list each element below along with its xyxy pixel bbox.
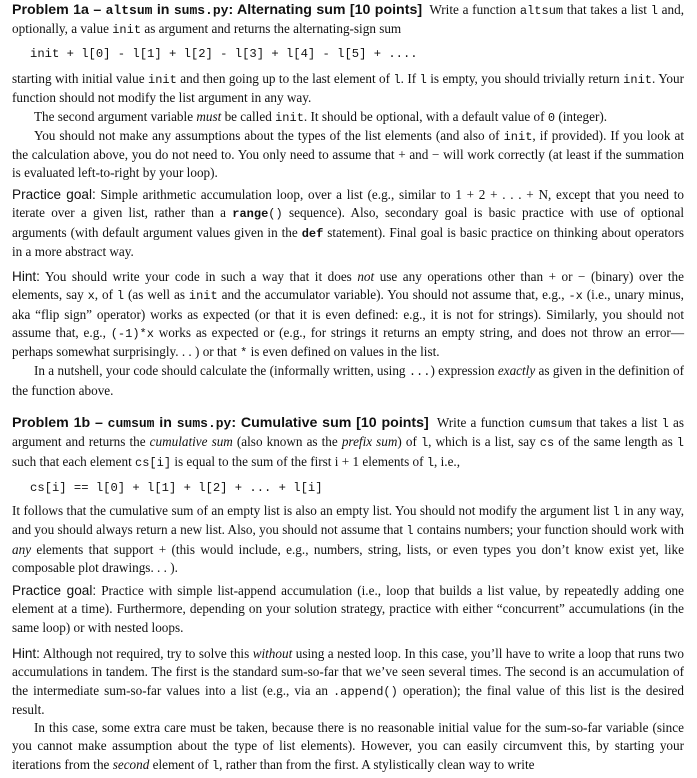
problem-1a-intro: Problem 1a – altsum in sums.py: Alternating sum [10 points] Write a function altsum that takes a list l and, optionally, a value init as argument and returns the alternating-sign sum <box>12 2 685 38</box>
problem-1b-heading: Problem 1b – cumsum in sums.py: Cumulative sum [10 points] <box>12 415 429 431</box>
problem-1b-practice-goal: Practice goal: Practice with simple list-append accumulation (i.e., loop that builds a list value, by repeatedly adding one element at a time). Furthermore, depending on your solution strategy, practice with either “concurrent” accumulations (in the same loop) or with nested loops. <box>12 583 685 635</box>
problem-1a-practice-goal: Practice goal: Simple arithmetic accumulation loop, over a list (e.g., similar to 1 + 2 + . . . + N, except that you need to iterate over a given list, rather than a range() sequence). Also, secondary goal is basic practice with use of optional arguments (with default argument values given in the def statement). Final goal is basic practice on thinking about operators in a more abstract way. <box>12 187 684 259</box>
cumsum-formula: cs[i] == l[0] + l[1] + l[2] + ... + l[i] <box>30 481 323 495</box>
problem-1b-intro: Problem 1b – cumsum in sums.py: Cumulative sum [10 points] Write a function cumsum that takes a list l as argument and returns the cumulative sum (also known as the prefix sum) of l, which is a list, say cs of the same length as l such that each element cs[i] is equal to the sum of the first i + 1 elements of l, i.e., <box>12 415 684 470</box>
problem-1a-hint: Hint: You should write your code in such a way that it does not use any operations other than + or − (binary) over the elements, say x, of l (as well as init and the accumulator variable). You should not assume that, e.g., -x (i.e., unary minus, aka “flip sign” operator) works as expected (or that it is even defined: e.g., it is not for strings). Similarly, you should not assume that, e.g., (-1)*x works as expected or (e.g., for strings it returns an empty string, and does not throw an error—perhaps somewhat surprisingly. . . ) or that * is even defined on values in the list. In a nutshell, your code should calculate the (informally written, using ...) expression exactly as given in the definition of the function above. <box>12 269 685 398</box>
problem-1b-body: It follows that the cumulative sum of an empty list is also an empty list. You should not modify the argument list l in any way, and you should always return a new list. Also, you should not assume that l contains numbers; your function should work with any elements that support + (this would include, e.g., numbers, string, lists, or even types you don’t know exist yet, like composable plot drawings. . . ). <box>12 503 684 575</box>
problem-1a-body: starting with initial value init and then going up to the last element of l. If l is empty, you should trivially return init. Your function should not modify the list argument in any way. The second argument variable must be called init. It should be optional, with a default value of 0 (integer). You should not make any assumptions about the types of the list elements (and also of init, if provided). If you look at the calculation above, you do not need to. You only need to assume that + and − will work correctly (at least if the summation is evaluated left-to-right by your loop). <box>12 71 684 181</box>
problem-1a-heading: Problem 1a – altsum in sums.py: Alternating sum [10 points] <box>12 2 423 18</box>
problem-1b-hint: Hint: Although not required, try to solve this without using a nested loop. In this case, you’ll have to write a loop that runs two accumulations in tandem. The first is the standard sum-so-far that we’ve seen several times. The second is an accumulation of the intermediate sum-so-far values into a list (e.g., via an .append() operation); the final value of this list is the desired result. In this case, some extra care must be taken, because there is no reasonable initial value for the sum-so-far variable (since you cannot make assumption about the type of list elements). However, you can easily circumvent this, by starting your iterations from the second element of l, rather than from the first. A stylistically clean way to write <box>12 646 684 773</box>
altsum-formula: init + l[0] - l[1] + l[2] - l[3] + l[4] - l[5] + .... <box>30 47 418 61</box>
